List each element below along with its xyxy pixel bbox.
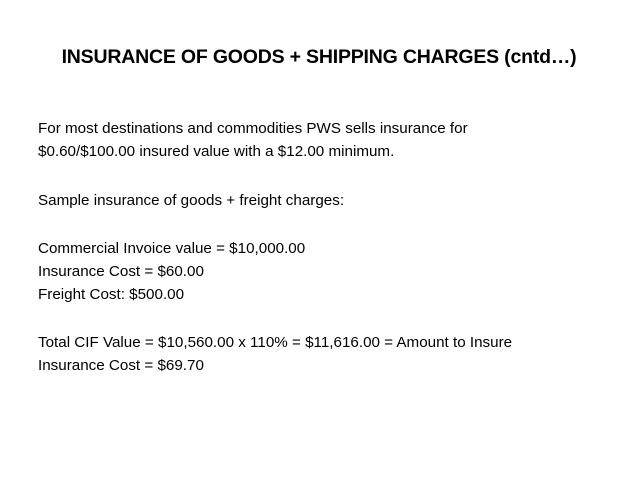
freight-cost-line: Freight Cost: $500.00 [38, 286, 185, 303]
intro-line-2: $0.60/$100.00 insured value with a $12.00 minimum. [38, 143, 395, 160]
intro-line-1: For most destinations and commodities PWS sells insurance for [38, 120, 468, 137]
slide-title: INSURANCE OF GOODS + SHIPPING CHARGES (cntd…) [61, 46, 577, 68]
insurance-cost-line: Insurance Cost = $60.00 [38, 263, 204, 280]
final-insurance-cost-line: Insurance Cost = $69.70 [38, 357, 204, 374]
invoice-value-line: Commercial Invoice value = $10,000.00 [38, 240, 306, 257]
total-cif-line: Total CIF Value = $10,560.00 x 110% = $11,616.00 = Amount to Insure [38, 334, 513, 351]
sample-heading: Sample insurance of goods + freight charges: [38, 192, 345, 209]
